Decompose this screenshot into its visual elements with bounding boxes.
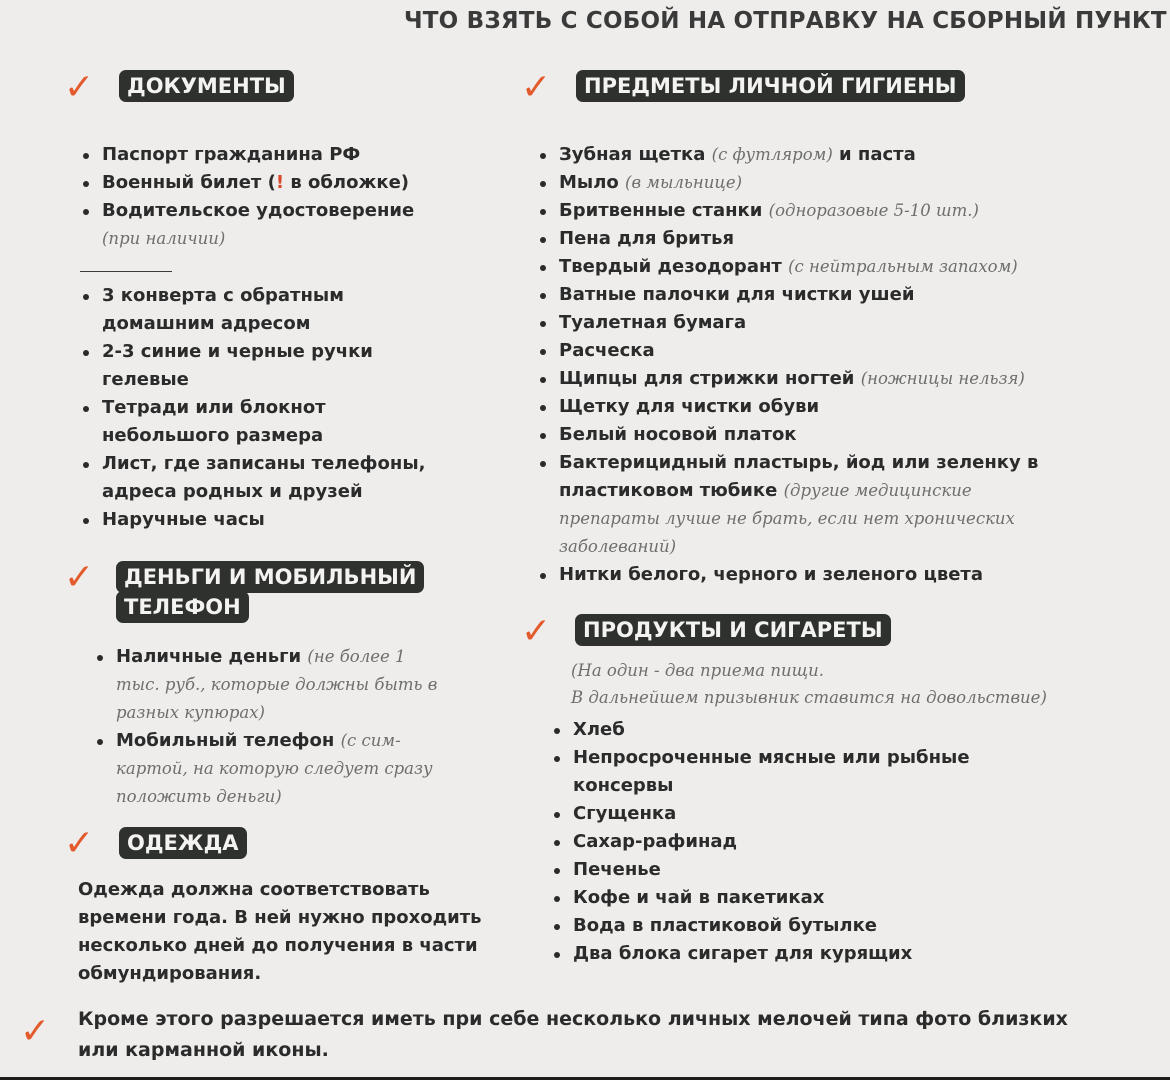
list-item: Зубная щетка (с футляром) и паста xyxy=(537,141,1052,169)
divider xyxy=(80,271,172,272)
check-icon: ✓ xyxy=(521,67,552,108)
check-icon: ✓ xyxy=(521,611,552,652)
check-icon: ✓ xyxy=(64,823,95,864)
list-item: Сгущенка xyxy=(551,800,1021,828)
list-item: Вода в пластиковой бутылке xyxy=(551,912,1021,940)
list-item: Пена для бритья xyxy=(537,225,1052,253)
list-item: Белый носовой платок xyxy=(537,421,1052,449)
section-heading-documents: ДОКУМЕНТЫ xyxy=(119,70,294,102)
footer-text: Кроме этого разрешается иметь при себе несколько личных мелочей типа фото близких или карманной иконы. xyxy=(78,1008,1068,1061)
list-item: Печенье xyxy=(551,856,1021,884)
list-item: Нитки белого, черного и зеленого цвета xyxy=(537,561,1052,589)
section-heading-money: ДЕНЬГИ И МОБИЛЬНЫЙ ТЕЛЕФОН xyxy=(116,561,424,623)
list-item: Наручные часы xyxy=(80,506,445,534)
check-icon: ✓ xyxy=(64,557,95,598)
documents-list-extra xyxy=(80,282,445,534)
list-item: Туалетная бумага xyxy=(537,309,1052,337)
money-list xyxy=(94,643,444,811)
check-icon: ✓ xyxy=(20,1011,51,1052)
list-item: Кофе и чай в пакетиках xyxy=(551,884,1021,912)
page-title: ЧТО ВЗЯТЬ С СОБОЙ НА ОТПРАВКУ НА СБОРНЫЙ ПУНКТ xyxy=(404,8,1167,34)
warning-mark: ! xyxy=(275,172,285,193)
check-icon: ✓ xyxy=(64,67,95,108)
list-item: 3 конверта с обратным домашним адресом xyxy=(80,282,445,338)
section-heading-food: ПРОДУКТЫ И СИГАРЕТЫ xyxy=(575,614,891,646)
list-item: Щипцы для стрижки ногтей (ножницы нельзя) xyxy=(537,365,1052,393)
hygiene-list xyxy=(537,141,1052,589)
list-item: Бритвенные станки (одноразовые 5-10 шт.) xyxy=(537,197,1052,225)
list-item: Наличные деньги (не более 1 тыс. руб., которые должны быть в разных купюрах) xyxy=(94,643,444,727)
food-list xyxy=(551,716,1021,968)
list-item: Сахар-рафинад xyxy=(551,828,1021,856)
list-item: Тетради или блокнот небольшого размера xyxy=(80,394,445,450)
list-item: Твердый дезодорант (с нейтральным запахом) xyxy=(537,253,1052,281)
list-item: Щетку для чистки обуви xyxy=(537,393,1052,421)
clothes-text: Одежда должна соответствовать времени года. В ней нужно проходить несколько дней до получения в части обмундирования. xyxy=(78,879,482,984)
list-item: Ватные палочки для чистки ушей xyxy=(537,281,1052,309)
section-heading-hygiene: ПРЕДМЕТЫ ЛИЧНОЙ ГИГИЕНЫ xyxy=(576,70,965,102)
list-item: Два блока сигарет для курящих xyxy=(551,940,1021,968)
list-item: Непросроченные мясные или рыбные консервы xyxy=(551,744,1021,800)
list-item: Расческа xyxy=(537,337,1052,365)
list-item: Водительское удостоверение (при наличии) xyxy=(80,197,480,253)
list-item: 2-3 синие и черные ручки гелевые xyxy=(80,338,445,394)
section-heading-clothes: ОДЕЖДА xyxy=(119,827,247,859)
list-item: Хлеб xyxy=(551,716,1021,744)
list-item: Военный билет (! в обложке) xyxy=(80,169,480,197)
list-item: Мыло (в мыльнице) xyxy=(537,169,1052,197)
list-item: Бактерицидный пластырь, йод или зеленку в пластиковом тюбике (другие медицинские препараты лучше не брать, если нет хронических заболеваний) xyxy=(537,449,1052,561)
list-item: Мобильный телефон (с сим-картой, на которую следует сразу положить деньги) xyxy=(94,727,444,811)
food-note: (На один - два приема пищи. В дальнейшем призывник ставится на довольствие) xyxy=(571,661,1047,707)
documents-list xyxy=(80,141,480,253)
list-item: Лист, где записаны телефоны, адреса родных и друзей xyxy=(80,450,445,506)
list-item: Паспорт гражданина РФ xyxy=(80,141,480,169)
